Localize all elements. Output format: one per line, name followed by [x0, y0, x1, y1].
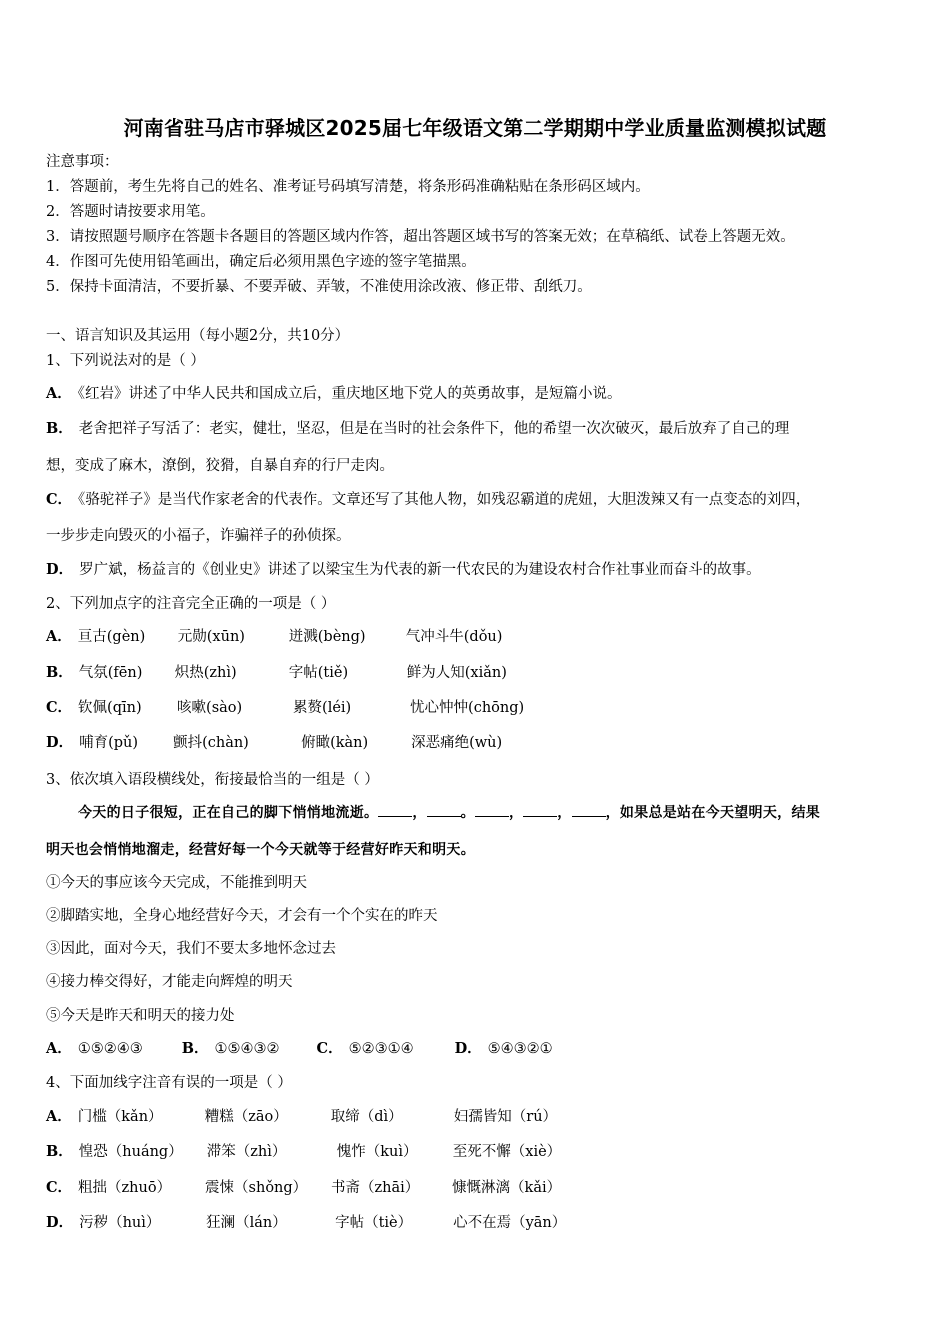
passage-text: ，如果总是站在今天望明天，结果: [605, 805, 821, 821]
page-title: 河南省驻马店市驿城区2025届七年级语文第二学期期中学业质量监测模拟试题: [123, 116, 827, 140]
option-item: 慷慨淋漓（kǎi）: [452, 1180, 562, 1196]
option-item: 污秽（huì）: [79, 1215, 161, 1231]
question-1-option-c-cont: 一步步走向毁灭的小福子，诈骗祥子的孙侦探。: [46, 528, 351, 544]
option-item: 妇孺皆知（rú）: [453, 1109, 558, 1125]
option-item: 愧怍（kuì）: [336, 1144, 418, 1160]
option-item: 狂澜（lán）: [206, 1215, 287, 1231]
question-4-option-a: [46, 1107, 557, 1127]
question-3-sentence: ⑤今天是昨天和明天的接力处: [46, 1008, 235, 1024]
fill-blank: [378, 803, 412, 817]
option-label: D．: [46, 1214, 74, 1231]
question-2-stem: 2、下列加点字的注音完全正确的一项是（ ）: [46, 596, 336, 612]
option-item: 亘古(gèn): [77, 629, 146, 645]
fill-blank: [523, 803, 557, 817]
option-item: 心不在焉（yān）: [453, 1215, 567, 1231]
notice-item: 4．作图可先使用铅笔画出，确定后必须用黑色字迹的签字笔描黑。: [46, 254, 476, 270]
option-label: C．: [46, 491, 73, 508]
passage-text: 今天的日子很短，正在自己的脚下悄悄地流逝。: [78, 805, 379, 821]
option-label: D．: [46, 561, 74, 578]
fill-blank: [475, 803, 509, 817]
question-1-option-d: [46, 560, 761, 580]
option-item: 元勋(xūn): [177, 629, 245, 645]
option-item: 字帖(tiě): [288, 665, 349, 681]
option-label: C．: [316, 1040, 343, 1057]
option-item: 滞笨（zhì）: [206, 1144, 287, 1160]
option-item: 气氛(fēn): [78, 665, 143, 681]
question-3-passage: 今天的日子很短，正在自己的脚下悄悄地流逝。 ， 。 ， ， ，如果总是站在今天望明天，结果: [78, 805, 821, 821]
option-item: 忧心忡忡(chōng): [410, 700, 525, 716]
option-label: C．: [46, 699, 73, 716]
option-text: 老舍把祥子写活了：老实，健壮，坚忍，但是在当时的社会条件下，他的希望一次次破灭，最后放弃了自己的理: [78, 421, 790, 437]
option-label: B．: [181, 1040, 209, 1057]
option-item: 震悚（shǒng）: [205, 1180, 308, 1196]
option-label: B．: [46, 420, 73, 437]
notice-item: 3．请按照题号顺序在答题卡各题目的答题区域内作答，超出答题区域书写的答案无效；在草稿纸、试卷上答题无效。: [46, 229, 795, 245]
option-item: 哺育(pǔ): [79, 735, 139, 751]
option-item: 迸溅(bèng): [288, 629, 366, 645]
option-item: 钦佩(qīn): [78, 700, 142, 716]
question-1-option-a: [46, 384, 622, 404]
option-label: B．: [46, 1143, 73, 1160]
option-item: 字帖（tiè）: [335, 1215, 413, 1231]
notice-item: 5．保持卡面清洁，不要折暴、不要弄破、弄皱，不准使用涂改液、修正带、刮纸刀。: [46, 279, 592, 295]
question-2-option-d: [46, 733, 502, 753]
option-text: 罗广斌，杨益言的《创业史》讲述了以梁宝生为代表的新一代农民的为建设农村合作社事业而奋斗的故事。: [79, 562, 761, 578]
question-3-answers: [46, 1039, 553, 1059]
question-3-sentence: ②脚踏实地，全身心地经营好今天，才会有一个个实在的昨天: [46, 908, 438, 924]
option-item: 炽热(zhì): [174, 665, 237, 681]
question-1-option-b-cont: 想，变成了麻木，潦倒，狡猾，自暴自弃的行尸走肉。: [46, 458, 394, 474]
option-item: 气冲斗牛(dǒu): [405, 629, 503, 645]
option-item: 俯瞰(kàn): [301, 735, 369, 751]
option-item: 至死不懈（xiè）: [452, 1144, 562, 1160]
section-heading: 一、语言知识及其运用（每小题2分，共10分）: [46, 328, 350, 344]
option-label: D．: [46, 734, 74, 751]
question-3-sentence: ①今天的事应该今天完成，不能推到明天: [46, 875, 307, 891]
option-label: B．: [46, 664, 73, 681]
option-label: A．: [46, 1108, 72, 1125]
option-item: 惶恐（huáng）: [78, 1144, 183, 1160]
question-2-option-c: [46, 698, 524, 718]
option-label: A．: [46, 628, 72, 645]
option-label: A．: [46, 1040, 72, 1057]
option-item: ⑤④③②①: [487, 1041, 553, 1057]
option-item: ①⑤④③②: [214, 1041, 280, 1057]
notice-heading: 注意事项：: [46, 154, 119, 170]
option-label: C．: [46, 1179, 73, 1196]
fill-blank: [427, 803, 461, 817]
option-item: 粗拙（zhuō）: [78, 1180, 172, 1196]
question-3-sentence: ③因此，面对今天，我们不要太多地怀念过去: [46, 941, 336, 957]
option-item: ①⑤②④③: [77, 1041, 143, 1057]
question-4-option-b: [46, 1142, 561, 1162]
option-item: 鲜为人知(xiǎn): [406, 665, 507, 681]
option-item: 颤抖(chàn): [173, 735, 249, 751]
question-2-option-b: [46, 663, 507, 683]
question-1-option-b: [46, 419, 789, 439]
question-4-option-d: [46, 1213, 566, 1233]
question-3-sentence: ④接力棒交得好，才能走向辉煌的明天: [46, 974, 293, 990]
option-label: A．: [46, 385, 72, 402]
option-item: 书斋（zhāi）: [331, 1180, 420, 1196]
option-text: 《骆驼祥子》是当代作家老舍的代表作。文章还写了其他人物，如残忍霸道的虎妞，大胆泼辣又有一点变态的刘四，: [78, 492, 811, 508]
option-item: 门槛（kǎn）: [77, 1109, 163, 1125]
question-3-passage-cont: 明天也会悄悄地溜走，经营好每一个今天就等于经营好昨天和明天。: [46, 842, 475, 858]
notice-item: 2．答题时请按要求用笔。: [46, 204, 215, 220]
option-label: D．: [454, 1040, 482, 1057]
option-item: 糟糕（zāo）: [204, 1109, 288, 1125]
question-1-stem: 1、下列说法对的是（ ）: [46, 353, 205, 369]
option-item: 咳嗽(sào): [177, 700, 243, 716]
question-1-option-c: [46, 490, 810, 510]
option-item: 取缔（dì）: [330, 1109, 403, 1125]
option-item: ⑤②③①④: [348, 1041, 414, 1057]
option-item: 累赘(léi): [293, 700, 352, 716]
notice-item: 1．答题前，考生先将自己的姓名、准考证号码填写清楚，将条形码准确粘贴在条形码区域内。: [46, 179, 650, 195]
option-text: 《红岩》讲述了中华人民共和国成立后，重庆地区地下党人的英勇故事，是短篇小说。: [77, 386, 622, 402]
question-2-option-a: [46, 627, 502, 647]
question-3-stem: 3、依次填入语段横线处，衔接最恰当的一组是（ ）: [46, 772, 379, 788]
question-4-option-c: [46, 1178, 561, 1198]
fill-blank: [572, 803, 606, 817]
question-4-stem: 4、下面加线字注音有误的一项是（ ）: [46, 1075, 292, 1091]
option-item: 深恶痛绝(wù): [411, 735, 503, 751]
